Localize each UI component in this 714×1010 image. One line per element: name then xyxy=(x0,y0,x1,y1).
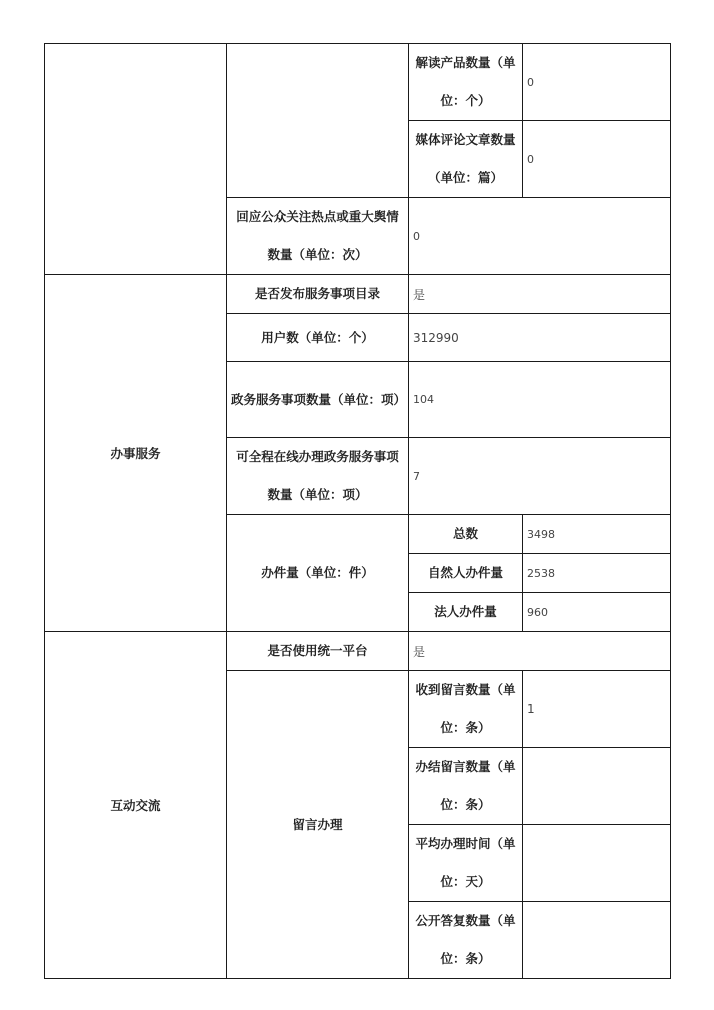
table-row xyxy=(45,44,671,121)
ziranren-value: 2538 xyxy=(523,554,671,593)
gongkai-label: 公开答复数量（单位：条） xyxy=(409,902,523,979)
fabu-label: 是否发布服务事项目录 xyxy=(227,275,409,314)
banjie-label: 办结留言数量（单位：条） xyxy=(409,748,523,825)
zhengwu-label: 政务服务事项数量（单位：项） xyxy=(227,362,409,438)
hudong-category: 互动交流 xyxy=(45,632,227,979)
jiedu-label: 解读产品数量（单位：个） xyxy=(409,44,523,121)
banshi-category: 办事服务 xyxy=(45,275,227,632)
table-row xyxy=(45,632,671,671)
meiti-label: 媒体评论文章数量（单位：篇） xyxy=(409,121,523,198)
zongshu-label: 总数 xyxy=(409,515,523,554)
zongshu-value: 3498 xyxy=(523,515,671,554)
tongyi-value: 是 xyxy=(409,632,671,671)
zhengwu-value: 104 xyxy=(409,362,671,438)
faren-value: 960 xyxy=(523,593,671,632)
banjian-label: 办件量（单位：件） xyxy=(227,515,409,632)
yonghu-value: 312990 xyxy=(409,314,671,362)
pingjun-label: 平均办理时间（单位：天） xyxy=(409,825,523,902)
empty-subcategory-cell xyxy=(227,44,409,198)
ziranren-label: 自然人办件量 xyxy=(409,554,523,593)
gongkai-value xyxy=(523,902,671,979)
yonghu-label: 用户数（单位：个） xyxy=(227,314,409,362)
banjie-value xyxy=(523,748,671,825)
table-row xyxy=(45,275,671,314)
pingjun-value xyxy=(523,825,671,902)
tongyi-label: 是否使用统一平台 xyxy=(227,632,409,671)
faren-label: 法人办件量 xyxy=(409,593,523,632)
huiying-value: 0 xyxy=(409,198,671,275)
quancheng-value: 7 xyxy=(409,438,671,515)
liuyan-label: 留言办理 xyxy=(227,671,409,979)
jiedu-value: 0 xyxy=(523,44,671,121)
empty-category-cell xyxy=(45,44,227,275)
fabu-value: 是 xyxy=(409,275,671,314)
shoudao-label: 收到留言数量（单位：条） xyxy=(409,671,523,748)
shoudao-value: 1 xyxy=(523,671,671,748)
statistics-table xyxy=(44,43,671,979)
quancheng-label: 可全程在线办理政务服务事项数量（单位：项） xyxy=(227,438,409,515)
meiti-value: 0 xyxy=(523,121,671,198)
huiying-label: 回应公众关注热点或重大舆情数量（单位：次） xyxy=(227,198,409,275)
